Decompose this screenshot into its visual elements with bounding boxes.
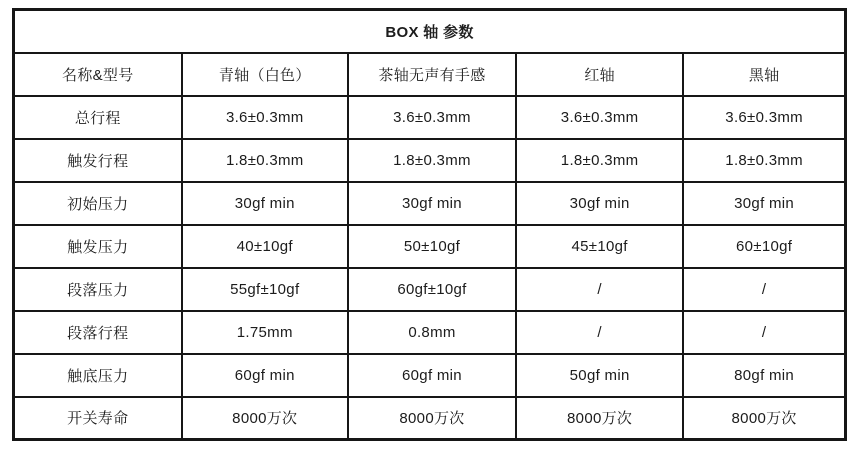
cell-value: 3.6±0.3mm (348, 96, 516, 139)
cell-value: 80gf min (683, 354, 845, 397)
cell-value: 30gf min (516, 182, 683, 225)
cell-value: 1.8±0.3mm (516, 139, 683, 182)
cell-value: / (683, 311, 845, 354)
row-label-initial-force: 初始压力 (14, 182, 182, 225)
cell-value: 30gf min (348, 182, 516, 225)
cell-value: 8000万次 (348, 397, 516, 440)
row-label-switch-lifespan: 开关寿命 (14, 397, 182, 440)
cell-value: 50gf min (516, 354, 683, 397)
row-label-bottom-out-force: 触底压力 (14, 354, 182, 397)
table-row (14, 182, 846, 225)
row-label-actuation-travel: 触发行程 (14, 139, 182, 182)
cell-value: / (516, 311, 683, 354)
cell-value: 1.75mm (182, 311, 348, 354)
row-label-total-travel: 总行程 (14, 96, 182, 139)
cell-value: 3.6±0.3mm (182, 96, 348, 139)
table-title-row (14, 10, 846, 53)
column-header-red-switch: 红轴 (516, 53, 683, 96)
cell-value: 1.8±0.3mm (348, 139, 516, 182)
cell-value: 3.6±0.3mm (683, 96, 845, 139)
cell-value: 3.6±0.3mm (516, 96, 683, 139)
column-header-brown-switch: 茶轴无声有手感 (348, 53, 516, 96)
table-row (14, 225, 846, 268)
cell-value: 0.8mm (348, 311, 516, 354)
column-header-name-model: 名称&型号 (14, 53, 182, 96)
table-row (14, 311, 846, 354)
cell-value: 60gf min (348, 354, 516, 397)
cell-value: 60gf min (182, 354, 348, 397)
table-header-row (14, 53, 846, 96)
row-label-actuation-force: 触发压力 (14, 225, 182, 268)
table-row (14, 139, 846, 182)
column-header-blue-switch: 青轴（白色） (182, 53, 348, 96)
table-row (14, 268, 846, 311)
cell-value: / (683, 268, 845, 311)
column-header-black-switch: 黑轴 (683, 53, 845, 96)
cell-value: 50±10gf (348, 225, 516, 268)
cell-value: 45±10gf (516, 225, 683, 268)
cell-value: 60±10gf (683, 225, 845, 268)
row-label-tactile-travel: 段落行程 (14, 311, 182, 354)
cell-value: 8000万次 (516, 397, 683, 440)
cell-value: / (516, 268, 683, 311)
cell-value: 55gf±10gf (182, 268, 348, 311)
cell-value: 8000万次 (182, 397, 348, 440)
switch-spec-table (12, 8, 847, 441)
cell-value: 30gf min (683, 182, 845, 225)
cell-value: 40±10gf (182, 225, 348, 268)
cell-value: 60gf±10gf (348, 268, 516, 311)
cell-value: 8000万次 (683, 397, 845, 440)
table-row (14, 354, 846, 397)
table-row (14, 96, 846, 139)
cell-value: 1.8±0.3mm (683, 139, 845, 182)
cell-value: 30gf min (182, 182, 348, 225)
table-row (14, 397, 846, 440)
cell-value: 1.8±0.3mm (182, 139, 348, 182)
table-title: BOX 轴 参数 (14, 10, 846, 53)
row-label-tactile-force: 段落压力 (14, 268, 182, 311)
